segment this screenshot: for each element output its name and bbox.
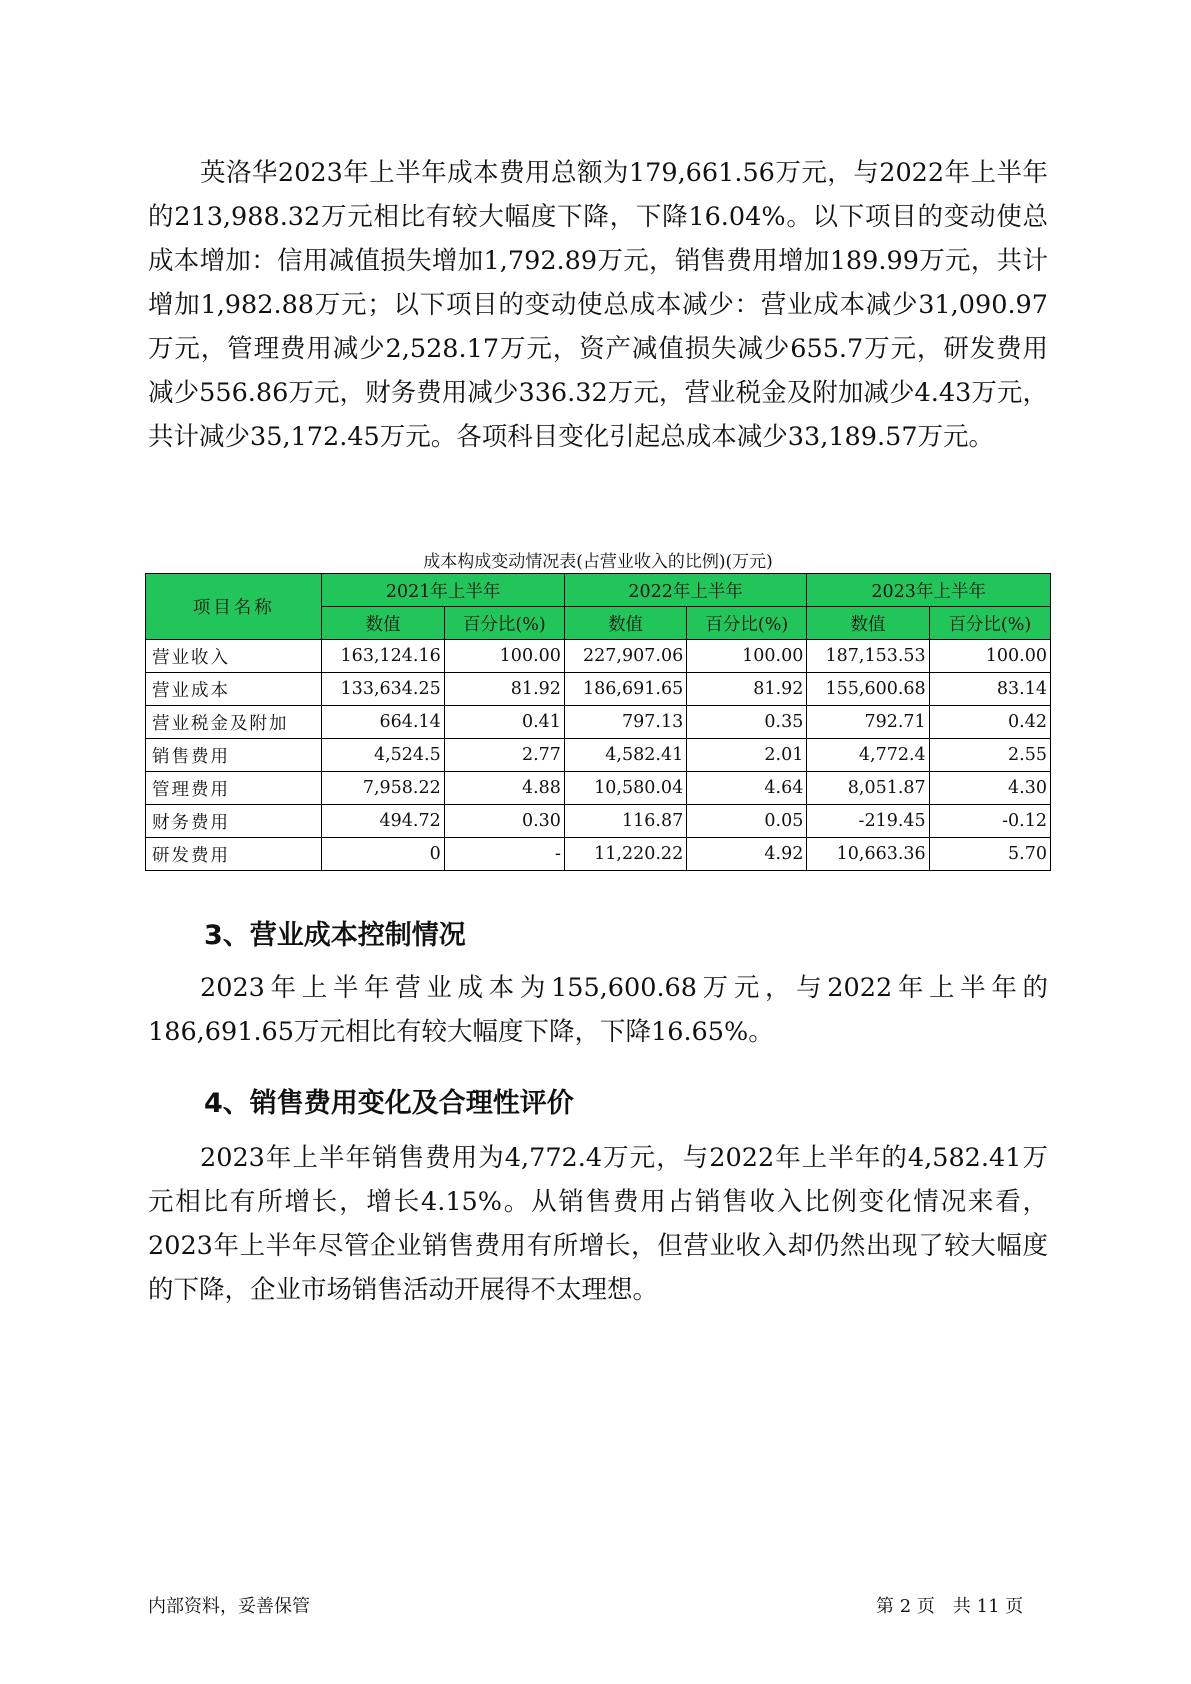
header-value-2023: 数值 — [807, 607, 929, 640]
cell-v2023: 10,663.36 — [807, 838, 929, 871]
cell-v2022: 10,580.04 — [564, 772, 686, 805]
table-row — [146, 706, 1051, 739]
section-heading-sales-expense: 4、销售费用变化及合理性评价 — [204, 1088, 574, 1119]
table-row — [146, 772, 1051, 805]
cell-v2023: 792.71 — [807, 706, 929, 739]
cell-v2022: 116.87 — [564, 805, 686, 838]
cell-p2022: 0.35 — [687, 706, 807, 739]
cell-p2023: -0.12 — [929, 805, 1050, 838]
cell-v2021: 664.14 — [322, 706, 444, 739]
cell-p2021: 4.88 — [444, 772, 564, 805]
table-row — [146, 838, 1051, 871]
cell-p2021: 81.92 — [444, 673, 564, 706]
cell-v2021: 133,634.25 — [322, 673, 444, 706]
cell-v2021: 7,958.22 — [322, 772, 444, 805]
cell-p2023: 83.14 — [929, 673, 1050, 706]
row-label: 财务费用 — [146, 805, 322, 838]
header-percent-2023: 百分比(%) — [929, 607, 1050, 640]
footer-confidential-note: 内部资料，妥善保管 — [148, 1596, 310, 1617]
cell-p2021: 0.41 — [444, 706, 564, 739]
cell-p2023: 2.55 — [929, 739, 1050, 772]
cell-v2021: 4,524.5 — [322, 739, 444, 772]
cell-p2021: - — [444, 838, 564, 871]
cost-control-paragraph: 2023年上半年营业成本为155,600.68万元，与2022年上半年的186,691.65万元相比有较大幅度下降，下降16.65%。 — [148, 973, 1048, 1047]
row-label: 营业税金及附加 — [146, 706, 322, 739]
cell-v2023: -219.45 — [807, 805, 929, 838]
cell-v2022: 797.13 — [564, 706, 686, 739]
header-value-2021: 数值 — [322, 607, 444, 640]
row-label: 研发费用 — [146, 838, 322, 871]
cost-structure-table — [145, 573, 1051, 871]
cell-v2021: 494.72 — [322, 805, 444, 838]
cell-v2021: 163,124.16 — [322, 640, 444, 673]
table-caption: 成本构成变动情况表(占营业收入的比例)(万元) — [423, 552, 773, 572]
section-heading-cost-control: 3、营业成本控制情况 — [204, 920, 466, 951]
cell-p2023: 0.42 — [929, 706, 1050, 739]
cell-v2022: 4,582.41 — [564, 739, 686, 772]
header-percent-2022: 百分比(%) — [687, 607, 807, 640]
cell-p2021: 100.00 — [444, 640, 564, 673]
cell-v2022: 227,907.06 — [564, 640, 686, 673]
header-percent-2021: 百分比(%) — [444, 607, 564, 640]
header-item-name: 项目名称 — [146, 574, 322, 640]
row-label: 营业收入 — [146, 640, 322, 673]
table-row — [146, 673, 1051, 706]
header-period-2023: 2023年上半年 — [807, 574, 1051, 607]
header-value-2022: 数值 — [564, 607, 686, 640]
cell-v2022: 186,691.65 — [564, 673, 686, 706]
cell-p2021: 0.30 — [444, 805, 564, 838]
cell-v2023: 155,600.68 — [807, 673, 929, 706]
cell-p2022: 0.05 — [687, 805, 807, 838]
row-label: 销售费用 — [146, 739, 322, 772]
cell-v2023: 4,772.4 — [807, 739, 929, 772]
sales-expense-paragraph: 2023年上半年销售费用为4,772.4万元，与2022年上半年的4,582.41万元相比有所增长，增长4.15%。从销售费用占销售收入比例变化情况来看，2023年上半年尽管企业销售费用有所增长，但营业收入却仍然出现了较大幅度的下降，企业市场销售活动开展得不太理想。 — [148, 1143, 1048, 1305]
cell-p2023: 100.00 — [929, 640, 1050, 673]
cell-v2022: 11,220.22 — [564, 838, 686, 871]
footer-page-number: 第 2 页 共 11 页 — [876, 1596, 1024, 1617]
header-period-2022: 2022年上半年 — [564, 574, 806, 607]
cell-v2023: 8,051.87 — [807, 772, 929, 805]
table-row — [146, 805, 1051, 838]
header-period-2021: 2021年上半年 — [322, 574, 564, 607]
cell-p2022: 4.92 — [687, 838, 807, 871]
cell-p2022: 4.64 — [687, 772, 807, 805]
cell-p2023: 5.70 — [929, 838, 1050, 871]
cell-p2023: 4.30 — [929, 772, 1050, 805]
table-row — [146, 739, 1051, 772]
summary-paragraph: 英洛华2023年上半年成本费用总额为179,661.56万元，与2022年上半年的213,988.32万元相比有较大幅度下降，下降16.04%。以下项目的变动使总成本增加：信用减值损失增加1,792.89万元，销售费用增加189.99万元，共计增加1,982.88万元；以下项目的变动使总成本减少：营业成本减少31,090.97万元，管理费用减少2,528.17万元，资产减值损失减少655.7万元，研发费用减少556.86万元，财务费用减少336.32万元，营业税金及附加减少4.43万元，共计减少35,172.45万元。各项科目变化引起总成本减少33,189.57万元。 — [148, 158, 1048, 452]
table-row — [146, 640, 1051, 673]
table-body — [146, 640, 1051, 871]
cell-p2021: 2.77 — [444, 739, 564, 772]
cell-p2022: 81.92 — [687, 673, 807, 706]
cell-p2022: 100.00 — [687, 640, 807, 673]
row-label: 管理费用 — [146, 772, 322, 805]
cell-v2021: 0 — [322, 838, 444, 871]
cell-p2022: 2.01 — [687, 739, 807, 772]
cell-v2023: 187,153.53 — [807, 640, 929, 673]
row-label: 营业成本 — [146, 673, 322, 706]
